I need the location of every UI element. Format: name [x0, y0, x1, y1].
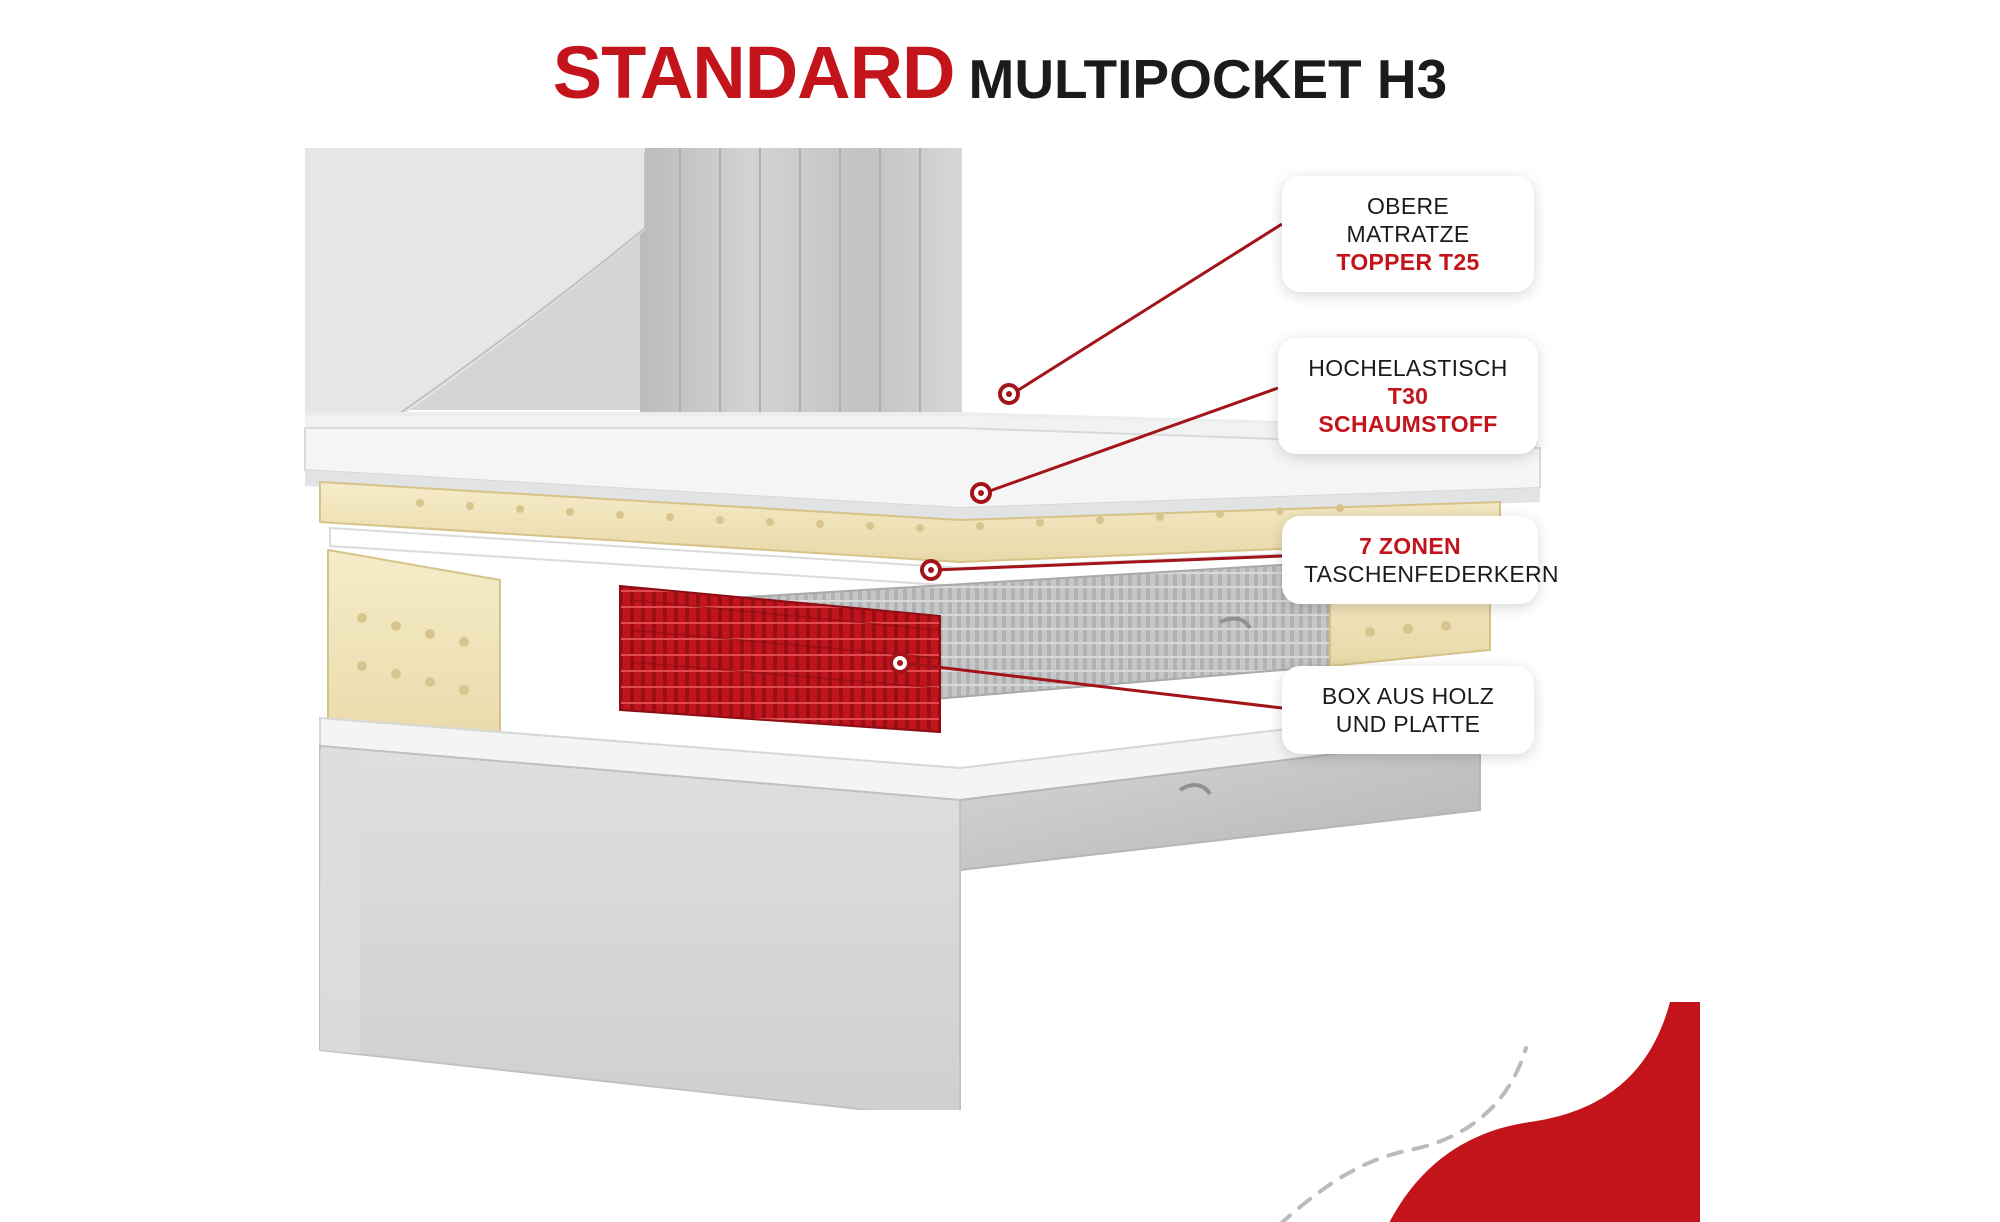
callout-topper	[1282, 176, 1534, 292]
callout-pocket-core	[1282, 516, 1559, 604]
title-strong: STANDARD	[552, 31, 955, 114]
page-title	[300, 30, 1700, 115]
callout-box	[1282, 666, 1534, 754]
diagram-canvas	[300, 0, 1700, 1222]
title-rest: MULTIPOCKET H3	[968, 48, 1448, 110]
callout-pocket-core-line-1: 7 ZONEN	[1359, 533, 1461, 559]
callout-foam-line-2: T30 SCHAUMSTOFF	[1318, 383, 1498, 438]
callout-topper-line-1: OBERE MATRATZE	[1346, 193, 1470, 248]
callout-box-line-2: UND PLATTE	[1335, 711, 1481, 738]
callout-box-line-1: BOX AUS HOLZ	[1321, 683, 1495, 709]
callout-foam-line-1: HOCHELASTISCH	[1308, 355, 1508, 381]
left-gutter	[0, 0, 300, 1222]
right-gutter	[1700, 0, 2000, 1222]
callout-pocket-core-line-2: TASCHENFEDERKERN	[1304, 561, 1559, 588]
callout-topper-line-2: TOPPER T25	[1336, 249, 1480, 276]
callout-foam	[1278, 338, 1538, 454]
